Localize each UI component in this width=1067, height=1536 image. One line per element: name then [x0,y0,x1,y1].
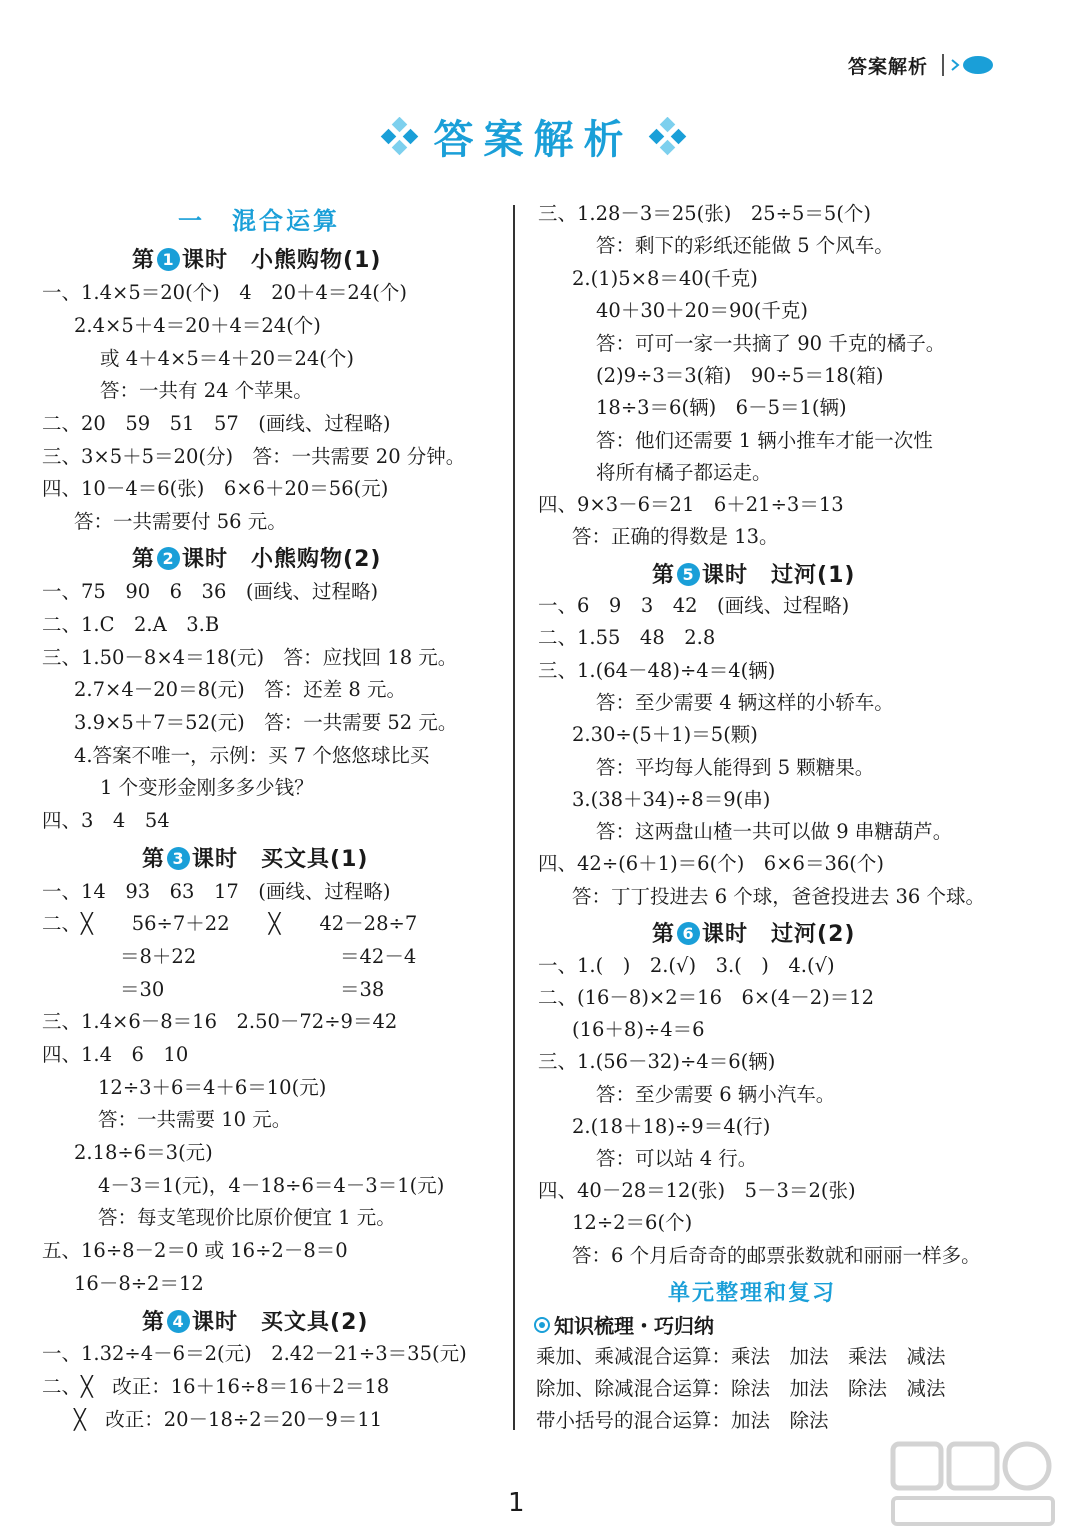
answer-line: 3.9×5＋7＝52(元) 答：一共需要 52 元。 [74,711,458,734]
answer-line: 或 4＋4×5＝4＋20＝24(个) [100,347,355,370]
watermark-logo [885,1436,1060,1531]
answer-line: 三、3×5＋5＝20(分) 答：一共需要 20 分钟。 [42,445,466,468]
answer-line: 答：6 个月后奇奇的邮票张数就和丽丽一样多。 [572,1244,981,1267]
lesson-heading-3: 第 3 课时 买文具(1) [142,847,369,872]
answer-line: 4－3＝1(元)，4－18÷6＝4－3＝1(元) [98,1174,445,1197]
review-line: 乘加、乘减混合运算：乘法 加法 乘法 减法 [536,1345,946,1368]
answer-line: 18÷3＝6(辆) 6－5＝1(辆) [596,396,847,419]
answer-line: 三、1.4×6－8＝16 2.50－72÷9＝42 [42,1010,398,1033]
answer-line: (16＋8)÷4＝6 [572,1018,705,1041]
answer-line: ＝38 [340,978,385,1001]
answer-line: 四、1.4 6 10 [42,1043,189,1066]
answer-line: 一、1.32÷4－6＝2(元) 2.42－21÷3＝35(元) [42,1342,467,1365]
answer-line: 二、1.55 48 2.8 [538,626,716,649]
answer-line: 四、9×3－6＝21 6＋21÷3＝13 [538,493,844,516]
answer-line: ＝30 [120,978,165,1001]
header-divider [942,54,944,76]
lesson-number-badge: 2 [157,547,180,570]
lesson-heading-4: 第 4 课时 买文具(2) [142,1310,369,1335]
answer-line: 四、42÷(6＋1)＝6(个) 6×6＝36(个) [538,852,884,875]
answer-line: 2.4×5＋4＝20＋4＝24(个) [74,314,321,337]
lesson-number-badge: 4 [167,1310,190,1333]
answer-line: 答：剩下的彩纸还能做 5 个风车。 [596,234,894,257]
answer-line: 答：丁丁投进去 6 个球，爸爸投进去 36 个球。 [572,885,986,908]
lesson-heading-5: 第 5 课时 过河(1) [652,563,856,588]
answer-line: 四、10－4＝6(张) 6×6＋20＝56(元) [42,477,389,500]
answer-line: 二、(16－8)×2＝16 6×(4－2)＝12 [538,986,875,1009]
answer-line: 2.18÷6＝3(元) [74,1141,213,1164]
answer-line: 一、6 9 3 42 (画线、过程略) [538,594,850,617]
answer-line: 答：正确的得数是 13。 [572,525,779,548]
answer-line: 将所有橘子都运走。 [596,461,772,484]
answer-line: 2.(18＋18)÷9＝4(行) [572,1115,771,1138]
answer-line: 一、1.( ) 2.(√) 3.( ) 4.(√) [538,954,835,977]
answer-line: 答：可以站 4 行。 [596,1147,758,1170]
answer-line: 答：可可一家一共摘了 90 千克的橘子。 [596,332,946,355]
diamond-icon [648,117,688,157]
answer-line: 答：一共需要 10 元。 [98,1108,292,1131]
answer-line: 二、╳ 56÷7＋22 ╳ 42－28÷7 [42,912,418,935]
answer-line: 4.答案不唯一，示例：买 7 个悠悠球比买 [74,744,430,767]
lesson-number-badge: 3 [167,847,190,870]
answer-line: ＝8＋22 [120,945,197,968]
lesson-number-badge: 5 [677,563,700,586]
answer-line: 40＋30＋20＝90(千克) [596,299,808,322]
page-number: 1 [508,1488,525,1518]
review-line: 带小括号的混合运算：加法 除法 [536,1409,829,1432]
answer-line: 一、75 90 6 36 (画线、过程略) [42,580,379,603]
answer-line: ＝42－4 [340,945,417,968]
lesson-heading-1: 第 1 课时 小熊购物(1) [132,248,382,273]
answer-line: 三、1.50－8×4＝18(元) 答：应找回 18 元。 [42,646,458,669]
answer-line: (2)9÷3＝3(箱) 90÷5＝18(箱) [596,364,884,387]
answer-line: 答：一共需要付 56 元。 [74,510,287,533]
lesson-heading-6: 第 6 课时 过河(2) [652,922,856,947]
answer-line: 答：平均每人能得到 5 颗糖果。 [596,756,875,779]
answer-line: 12÷2＝6(个) [572,1211,693,1234]
answer-line: 2.(1)5×8＝40(千克) [572,267,758,290]
review-line: 除加、除减混合运算：除法 加法 除法 减法 [536,1377,946,1400]
answer-line: 答：每支笔现价比原价便宜 1 元。 [98,1206,396,1229]
answer-line: 答：一共有 24 个苹果。 [100,379,313,402]
section-title: 一 混合运算 [178,207,340,235]
answer-line: 四、3 4 54 [42,809,170,832]
lesson-number-badge: 6 [677,922,700,945]
answer-line: 四、40－28＝12(张) 5－3＝2(张) [538,1179,856,1202]
diamond-icon [380,117,420,157]
answer-line: 三、1.(64－48)÷4＝4(辆) [538,659,776,682]
answer-line: 答：至少需要 4 辆这样的小轿车。 [596,691,894,714]
answer-line: 一、14 93 63 17 (画线、过程略) [42,880,391,903]
answer-line: 2.7×4－20＝8(元) 答：还差 8 元。 [74,678,406,701]
answer-line: 二、20 59 51 57 (画线、过程略) [42,412,391,435]
answer-line: 三、1.(56－32)÷4＝6(辆) [538,1050,776,1073]
knowledge-points-heading: 知识梳理・巧归纳 [534,1310,714,1339]
page-title-text: 答案解析 [433,117,634,163]
lesson-number-badge: 1 [157,248,180,271]
answer-line: 12÷3＋6＝4＋6＝10(元) [98,1076,327,1099]
answer-line: 答：这两盘山楂一共可以做 9 串糖葫芦。 [596,820,953,843]
answer-line: 答：至少需要 6 辆小汽车。 [596,1083,836,1106]
lesson-heading-2: 第 2 课时 小熊购物(2) [132,547,382,572]
answer-line: 16－8÷2＝12 [74,1272,204,1295]
answer-line: 2.30÷(5＋1)＝5(颗) [572,723,758,746]
answer-line: 三、1.28－3＝25(张) 25÷5＝5(个) [538,202,872,225]
answer-line: 1 个变形金刚多多少钱？ [100,776,314,799]
header-label: 答案解析 [848,56,929,78]
answer-line: 3.(38＋34)÷8＝9(串) [572,788,771,811]
column-divider [513,205,515,1430]
answer-line: 一、1.4×5＝20(个) 4 20＋4＝24(个) [42,281,407,304]
review-title: 单元整理和复习 [668,1281,837,1306]
answer-line: 五、16÷8－2＝0 或 16÷2－8＝0 [42,1239,348,1262]
answer-line: 二、╳ 改正：16＋16÷8＝16＋2＝18 [42,1375,390,1398]
page-title-wrap [0,108,1067,165]
answer-line: 二、1.C 2.A 3.B [42,613,220,636]
answer-line: ╳ 改正：20－18÷2＝20－9＝11 [74,1408,383,1431]
target-icon [534,1317,550,1333]
header-arrow-icon [950,54,994,76]
answer-line: 答：他们还需要 1 辆小推车才能一次性 [596,429,933,452]
page-title [380,108,688,165]
